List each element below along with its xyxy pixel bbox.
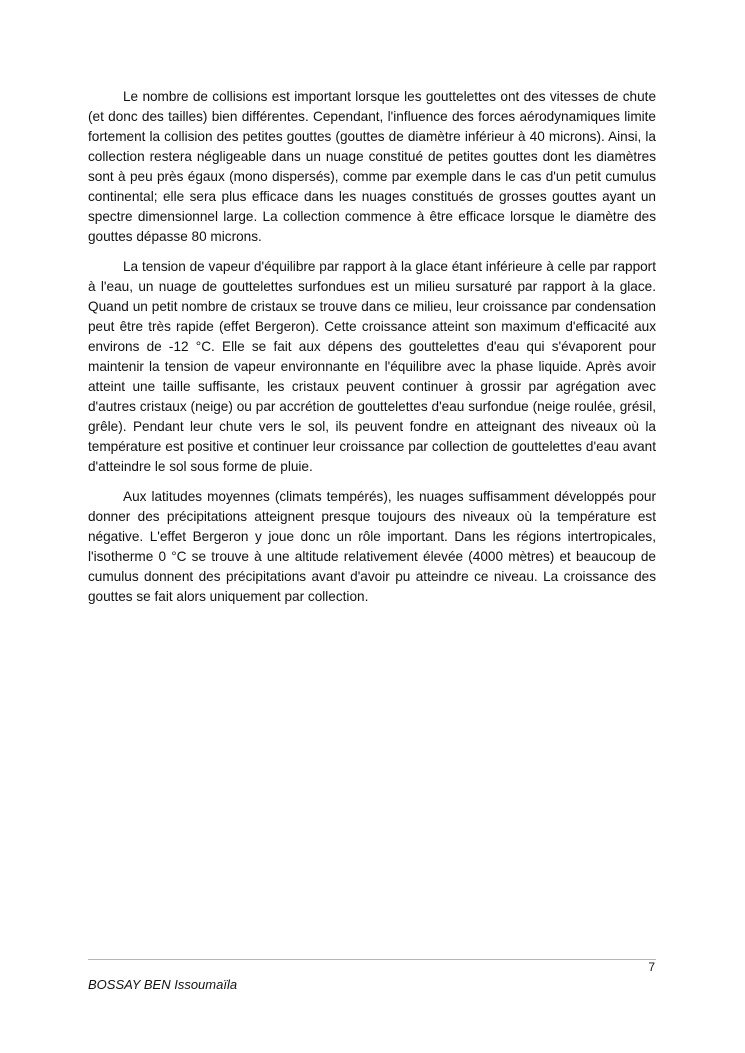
page-number: 7 xyxy=(648,960,655,974)
document-body xyxy=(88,87,656,617)
paragraph-bergeron-effect: La tension de vapeur d'équilibre par rapport à la glace étant inférieure à celle par rapport à l'eau, un nuage de gouttelettes surfondues est un milieu sursaturé par rapport à la glace. Quand un petit nombre de cristaux se trouve dans ce milieu, leur croissance par condensation peut être très rapide (effet Bergeron). Cette croissance atteint son maximum d'efficacité aux environs de -12 °C. Elle se fait aux dépens des gouttelettes d'eau qui s'évaporent pour maintenir la tension de vapeur environnante en l'équilibre avec la phase liquide. Après avoir atteint une taille suffisante, les cristaux peuvent continuer à grossir par agrégation avec d'autres cristaux (neige) ou par accrétion de gouttelettes d'eau surfondue (neige roulée, grésil, grêle). Pendant leur chute vers le sol, ils peuvent fondre en atteignant des niveaux où la température est positive et continuer leur croissance par collection de gouttelettes d'eau avant d'atteindre le sol sous forme de pluie. xyxy=(88,259,656,474)
paragraph-collisions: Le nombre de collisions est important lorsque les gouttelettes ont des vitesses de chute (et donc des tailles) bien différentes. Cependant, l'influence des forces aérodynamiques limite fortement la collision des petites gouttes (gouttes de diamètre inférieur à 40 microns). Ainsi, la collection restera négligeable dans un nuage constitué de petites gouttes dont les diamètres sont à peu près égaux (mono dispersés), comme par exemple dans le cas d'un petit cumulus continental; elle sera plus efficace dans les nuages constitués de grosses gouttes ayant un spectre dimensionnel large. La collection commence à être efficace lorsque le diamètre des gouttes dépasse 80 microns. xyxy=(88,89,656,244)
footer-author: BOSSAY BEN Issoumaïla xyxy=(88,977,238,992)
footer-divider xyxy=(88,959,656,960)
paragraph-latitudes: Aux latitudes moyennes (climats tempérés), les nuages suffisamment développés pour donner des précipitations atteignent presque toujours des niveaux où la température est négative. L'effet Bergeron y joue donc un rôle important. Dans les régions intertropicales, l'isotherme 0 °C se trouve à une altitude relativement élevée (4000 mètres) et beaucoup de cumulus donnent des précipitations avant d'avoir pu atteindre ce niveau. La croissance des gouttes se fait alors uniquement par collection. xyxy=(88,489,656,604)
